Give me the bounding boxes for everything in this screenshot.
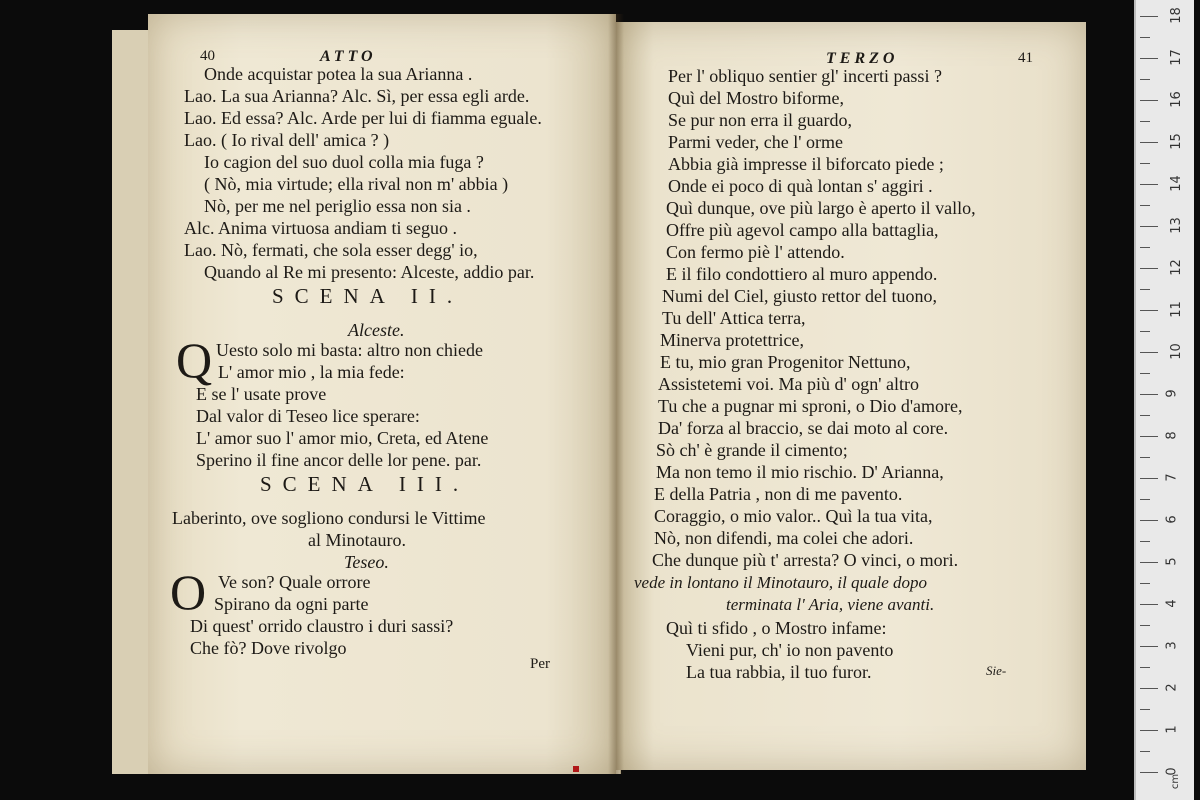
ruler-tick (1140, 352, 1158, 353)
ruler-half-tick (1140, 163, 1150, 164)
text-line: Alc. Anima virtuosa andiam ti seguo . (184, 218, 457, 238)
drop-cap: Q (176, 332, 213, 388)
ruler-tick (1140, 688, 1158, 689)
ruler-tick (1140, 520, 1158, 521)
ruler-tick (1140, 436, 1158, 437)
ruler-half-tick (1140, 751, 1150, 752)
text-line: Quando al Re mi presento: Alceste, addio par. (204, 262, 535, 282)
ruler-label: 9 (1164, 389, 1180, 398)
text-line: Con fermo piè l' attendo. (666, 242, 845, 262)
ruler-half-tick (1140, 247, 1150, 248)
page-edges (112, 30, 149, 774)
ruler-half-tick (1140, 121, 1150, 122)
text-line: L' amor mio , la mia fede: (218, 362, 405, 382)
text-line: Uesto solo mi basta: altro non chiede (216, 340, 483, 360)
ruler-half-tick (1140, 205, 1150, 206)
speaker-name: Teseo. (344, 552, 389, 572)
text-line: ( Nò, mia virtude; ella rival non m' abbia ) (204, 174, 509, 194)
text-line: Onde ei poco di quà lontan s' aggiri . (668, 176, 933, 196)
page-number-left: 40 (200, 48, 215, 64)
text-line: Lao. Ed essa? Alc. Arde per lui di fiamma eguale. (184, 108, 542, 128)
text-line: Lao. ( Io rival dell' amica ? ) (184, 130, 390, 150)
stage-direction: vede in lontano il Minotauro, il quale dopo (634, 573, 928, 592)
ruler-half-tick (1140, 667, 1150, 668)
ruler-label: 6 (1164, 515, 1180, 524)
speaker-name: Alceste. (348, 320, 405, 340)
ruler-half-tick (1140, 373, 1150, 374)
ruler-tick (1140, 184, 1158, 185)
ruler-half-tick (1140, 457, 1150, 458)
ruler-label: 18 (1168, 7, 1184, 24)
ruler-half-tick (1140, 79, 1150, 80)
text-line: Sperino il fine ancor delle lor pene. par. (196, 450, 482, 470)
text-line: Lao. La sua Arianna? Alc. Sì, per essa egli arde. (184, 86, 530, 106)
text-line: Ve son? Quale orrore (218, 572, 371, 592)
ruler-tick (1140, 58, 1158, 59)
ruler-label: 16 (1168, 91, 1184, 108)
ruler-tick (1140, 772, 1158, 773)
text-line: Parmi veder, che l' orme (668, 132, 843, 152)
text-line: Quì del Mostro biforme, (668, 88, 844, 108)
ruler-label: 15 (1168, 133, 1184, 150)
ruler-tick (1140, 16, 1158, 17)
ruler-tick (1140, 394, 1158, 395)
text-line: Nò, per me nel periglio essa non sia . (204, 196, 471, 216)
stage-direction: terminata l' Aria, viene avanti. (726, 595, 935, 614)
page-number-right: 41 (1018, 50, 1033, 66)
text-line: Sò ch' è grande il cimento; (656, 440, 848, 460)
setting-line: al Minotauro. (308, 530, 406, 550)
ruler-tick (1140, 100, 1158, 101)
text-line: Numi del Ciel, giusto rettor del tuono, (662, 286, 937, 306)
ruler-label: 10 (1168, 343, 1184, 360)
text-line: Minerva protettrice, (660, 330, 804, 350)
text-line: Coraggio, o mio valor.. Quì la tua vita, (654, 506, 933, 526)
ruler-tick (1140, 268, 1158, 269)
ruler-label: 1 (1164, 725, 1180, 734)
ruler-label: 12 (1168, 259, 1184, 276)
ruler-half-tick (1140, 415, 1150, 416)
text-line: Tu dell' Attica terra, (662, 308, 806, 328)
aria-line: Quì ti sfido , o Mostro infame: (666, 618, 887, 638)
text-line: Assistetemi voi. Ma più d' ogn' altro (658, 374, 919, 394)
ruler-label: 17 (1168, 49, 1184, 66)
book-gutter (608, 14, 624, 774)
text-line: Per l' obliquo sentier gl' incerti passi ? (668, 66, 942, 86)
ruler-unit: cm (1170, 773, 1182, 790)
ruler-tick (1140, 646, 1158, 647)
scene-heading: SCENA III. (260, 472, 470, 496)
measurement-ruler (1134, 0, 1194, 800)
text-line: Spirano da ogni parte (214, 594, 369, 614)
text-line: E se l' usate prove (196, 384, 327, 404)
ruler-tick (1140, 226, 1158, 227)
ruler-half-tick (1140, 289, 1150, 290)
text-line: Da' forza al braccio, se dai moto al core. (658, 418, 949, 438)
ruler-half-tick (1140, 583, 1150, 584)
drop-cap: O (170, 564, 207, 620)
ruler-label: 7 (1164, 473, 1180, 482)
text-line: L' amor suo l' amor mio, Creta, ed Atene (196, 428, 489, 448)
ruler-label: 0 (1164, 767, 1180, 776)
text-line: Che dunque più t' arresta? O vinci, o mori. (652, 550, 959, 570)
text-line: Io cagion del suo duol colla mia fuga ? (204, 152, 484, 172)
text-line: Onde acquistar potea la sua Arianna . (204, 64, 473, 84)
ruler-tick (1140, 562, 1158, 563)
setting-line: Laberinto, ove sogliono condursi le Vittime (172, 508, 486, 528)
ruler-label: 11 (1168, 301, 1184, 318)
running-header-left: ATTO (320, 48, 377, 65)
text-line: E il filo condottiero al muro appendo. (666, 264, 938, 284)
ruler-label: 4 (1164, 599, 1180, 608)
ruler-label: 2 (1164, 683, 1180, 692)
ruler-half-tick (1140, 541, 1150, 542)
running-header-right: TERZO (826, 50, 899, 67)
catchword-left: Per (530, 656, 550, 672)
text-line: E della Patria , non di me pavento. (654, 484, 903, 504)
text-line: Tu che a pugnar mi sproni, o Dio d'amore, (658, 396, 963, 416)
text-line: Nò, non difendi, ma colei che adori. (654, 528, 914, 548)
ruler-label: 8 (1164, 431, 1180, 440)
text-line: E tu, mio gran Progenitor Nettuno, (660, 352, 911, 372)
ruler-tick (1140, 604, 1158, 605)
ruler-half-tick (1140, 331, 1150, 332)
ruler-tick (1140, 730, 1158, 731)
text-line: Lao. Nò, fermati, che sola esser degg' io, (184, 240, 478, 260)
ruler-tick (1140, 142, 1158, 143)
ruler-label: 5 (1164, 557, 1180, 566)
ruler-label: 13 (1168, 217, 1184, 234)
text-line: Abbia già impresse il biforcato piede ; (668, 154, 944, 174)
text-line: Dal valor di Teseo lice sperare: (196, 406, 420, 426)
text-line: Quì dunque, ove più largo è aperto il vallo, (666, 198, 976, 218)
text-line: Offre più agevol campo alla battaglia, (666, 220, 939, 240)
catchword-right: Sie- (986, 663, 1007, 678)
left-page (148, 14, 616, 774)
ruler-half-tick (1140, 625, 1150, 626)
text-line: Che fò? Dove rivolgo (190, 638, 347, 658)
ruler-half-tick (1140, 37, 1150, 38)
text-line: Ma non temo il mio rischio. D' Arianna, (656, 462, 944, 482)
ruler-half-tick (1140, 709, 1150, 710)
ruler-label: 3 (1164, 641, 1180, 650)
ruler-half-tick (1140, 499, 1150, 500)
aria-line: La tua rabbia, il tuo furor. (686, 662, 872, 682)
red-ribbon-mark (573, 766, 579, 772)
right-page (616, 22, 1086, 770)
text-line: Se pur non erra il guardo, (668, 110, 852, 130)
ruler-tick (1140, 310, 1158, 311)
ruler-tick (1140, 478, 1158, 479)
ruler-label: 14 (1168, 175, 1184, 192)
scene-heading: SCENA II. (272, 284, 464, 308)
aria-line: Vieni pur, ch' io non pavento (686, 640, 894, 660)
text-line: Di quest' orrido claustro i duri sassi? (190, 616, 454, 636)
